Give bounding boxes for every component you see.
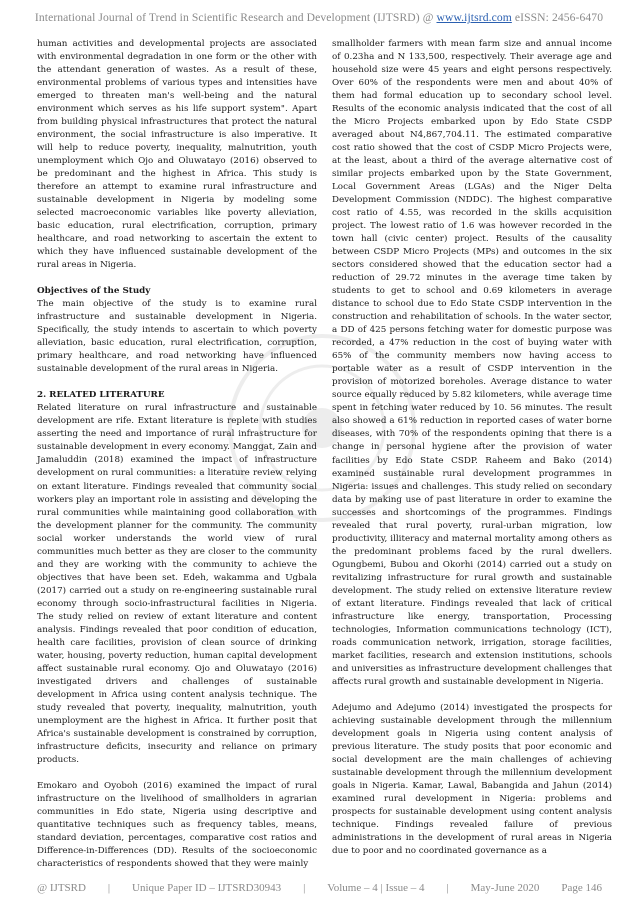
- journal-header: [0, 11, 638, 24]
- footer-separator: |: [107, 882, 111, 894]
- footer-volume-issue: Volume – 4 | Issue – 4: [327, 882, 425, 894]
- journal-issn: eISSN: 2456-6470: [511, 11, 604, 24]
- footer-separator: |: [446, 882, 449, 894]
- footer-brand: @ IJTSRD: [37, 882, 86, 894]
- footer-paper-id: Unique Paper ID – IJTSRD30943: [132, 882, 282, 894]
- right-column: [332, 38, 612, 858]
- footer-page-number: Page 146: [561, 882, 602, 894]
- smallholder-paragraph: smallholder farmers with mean farm size and annual income of 0.23ha and N 133,500, respectively. Their average age and household size were 45 years and eight persons respectively. Over 60% of the respondents were men and about 40% of them had formal education up to secondary school level. Results of the economic analysis indicated that the cost of all the Micro Projects embarked upon by Edo State CSDP averaged about N4,867,704.11. The estimated comparative cost ratio showed that the cost of CSDP Micro Projects were, at the least, about a third of the average alternative cost of similar projects embarked upon by the State Government, Local Government Areas (LGAs) and the Niger Delta Development Commission (NDDC). The highest comparative cost ratio of 4.55, was recorded in the skills acquisition project. The lowest ratio of 1.6 was however recorded in the town hall (civic center) project. Results of the causality between CSDP Micro Projects (MPs) and outcomes in the six sectors considered showed that the education sector had a reduction of 29.72 minutes in the average time taken by students to get to school and 0.69 kilometers in average distance to school due to Edo State CSDP intervention in the construction and rehabilitation of schools. In the water sector, a DD of 425 persons fetching water for domestic purpose was recorded, a 47% reduction in the cost of buying water with 65% of the community members now having access to portable water as a result of CSDP intervention in the provision of motorized boreholes. Average distance to water source equally reduced by 5.82 kilometers, while average time spent in fetching water reduced by 10. 56 minutes. The result also showed a 61% reduction in reported cases of water borne diseases, with 70% of the respondents opining that there is a change in personal hygiene after the provision of water facilities by Edo State CSDP. Raheem and Bako (2014) examined sustainable rural development programmes in Nigeria: issues and challenges. This study relied on secondary data by making use of past literature in order to examine the successes and shortcomings of the programmes. Findings revealed that rural poverty, rural-urban migration, low productivity, illiteracy and maternal mortality among others as the predominant problems faced by the rural dwellers. Ogungbemi, Bubou and Okorhi (2014) carried out a study on revitalizing infrastructure for rural growth and sustainable development. The study relied on extensive literature review of extant literature. Findings revealed that lack of critical infrastructure like energy, transportation, Processing technologies, Information communications technology (ICT), roads communication network, irrigation, storage facilities, market facilities, research and extension institutions, schools and universities as infrastructure development challenges that affects rural growth and sustainable development in Nigeria.: [332, 39, 612, 687]
- related-literature-paragraph: Related literature on rural infrastructure and sustainable development are rife. Extant literature is replete with studies asserting the need and importance of rural infrastructure for sustainable development in every economy. Manggat, Zain and Jamaluddin (2018) examined the impact of infrastructure development on rural communities: a literature review relying on extant literature. Findings revealed that community social workers play an important role in assisting and developing the rural communities while maintaining good collaboration with the development planner for the community. The community social worker understands the world view of rural communities much better as they are closer to the community and they are working with the community to achieve the objectives that have been set. Edeh, wakamma and Ugbala (2017) carried out a study on re-engineering sustainable rural economy through socio-infrastructural facilities in Nigeria. The study relied on review of extant literature and content analysis. Findings revealed that poor condition of education, health care facilities, provision of clean source of drinking water, housing, poverty reduction, human capital development affect sustainable rural economy. Ojo and Oluwatayo (2016) investigated drivers and challenges of sustainable development in Africa using content analysis technique. The study revealed that poverty, inequality, malnutrition, youth unemployment are the highest in Africa. It further posit that Africa's sustainable development is constrained by corruption, infrastructure deficits, insecurity and reliance on primary products.: [37, 403, 317, 765]
- footer-date: May-June 2020: [470, 882, 540, 894]
- objectives-paragraph: The main objective of the study is to examine rural infrastructure and sustainable development in Nigeria. Specifically, the study intends to ascertain to which poverty alleviation, basic education, rural electrification, corruption, primary healthcare, and road networking have influenced sustainable development of the rural areas in Nigeria.: [37, 299, 317, 375]
- intro-paragraph: human activities and developmental projects are associated with environmental degradation in one form or the other with the attendant generation of wastes. As a result of these, environmental problems of various types and intensities have emerged to threaten man's well-being and the natural environment which serves as his life support system". Apart from building physical infrastructures that protect the natural environment, the social infrastructure is also imperative. It will help to reduce poverty, inequality, malnutrition, youth unemployment which Ojo and Oluwatayo (2016) observed to be predominant and the highest in Africa. This study is therefore an attempt to examine rural infrastructure and sustainable development in Nigeria by modeling some selected macroeconomic variables like poverty alleviation, basic education, rural electrification, corruption, primary healthcare, and road networking to ascertain the extent to which they have influenced sustainable development of the rural areas in Nigeria.: [37, 39, 317, 271]
- emokaro-paragraph: Emokaro and Oyoboh (2016) examined the impact of rural infrastructure on the livelihood of smallholders in agrarian communities in Edo state, Nigeria using descriptive and quantitative techniques such as frequency tables, means, standard deviation, percentages, comparative cost ratios and Difference-in-Differences (DD). Results of the socioeconomic characteristics of respondents showed that they were mainly: [37, 780, 317, 869]
- related-literature-heading: 2. RELATED LITERATURE: [37, 390, 165, 401]
- adejumo-paragraph: Adejumo and Adejumo (2014) investigated the prospects for achieving sustainable development through the millennium development goals in Nigeria using content analysis of previous literature. The study posits that poor economic and social development are the main challenges of achieving sustainable development through the millennium development goals in Nigeria. Kamar, Lawal, Babangida and Jahun (2014) examined rural development in Nigeria: problems and prospects for sustainable development using content analysis technique. Findings revealed failure of previous administrations in the development of rural areas in Nigeria due to poor and no coordinated governance as a: [332, 702, 612, 856]
- left-column: [37, 38, 317, 871]
- page-footer: [37, 882, 602, 894]
- footer-separator: |: [303, 882, 306, 894]
- journal-title: International Journal of Trend in Scientific Research and Development (IJTSRD) @: [34, 11, 437, 24]
- journal-url-link[interactable]: www.ijtsrd.com: [436, 11, 512, 24]
- objectives-heading: Objectives of the Study: [37, 286, 151, 297]
